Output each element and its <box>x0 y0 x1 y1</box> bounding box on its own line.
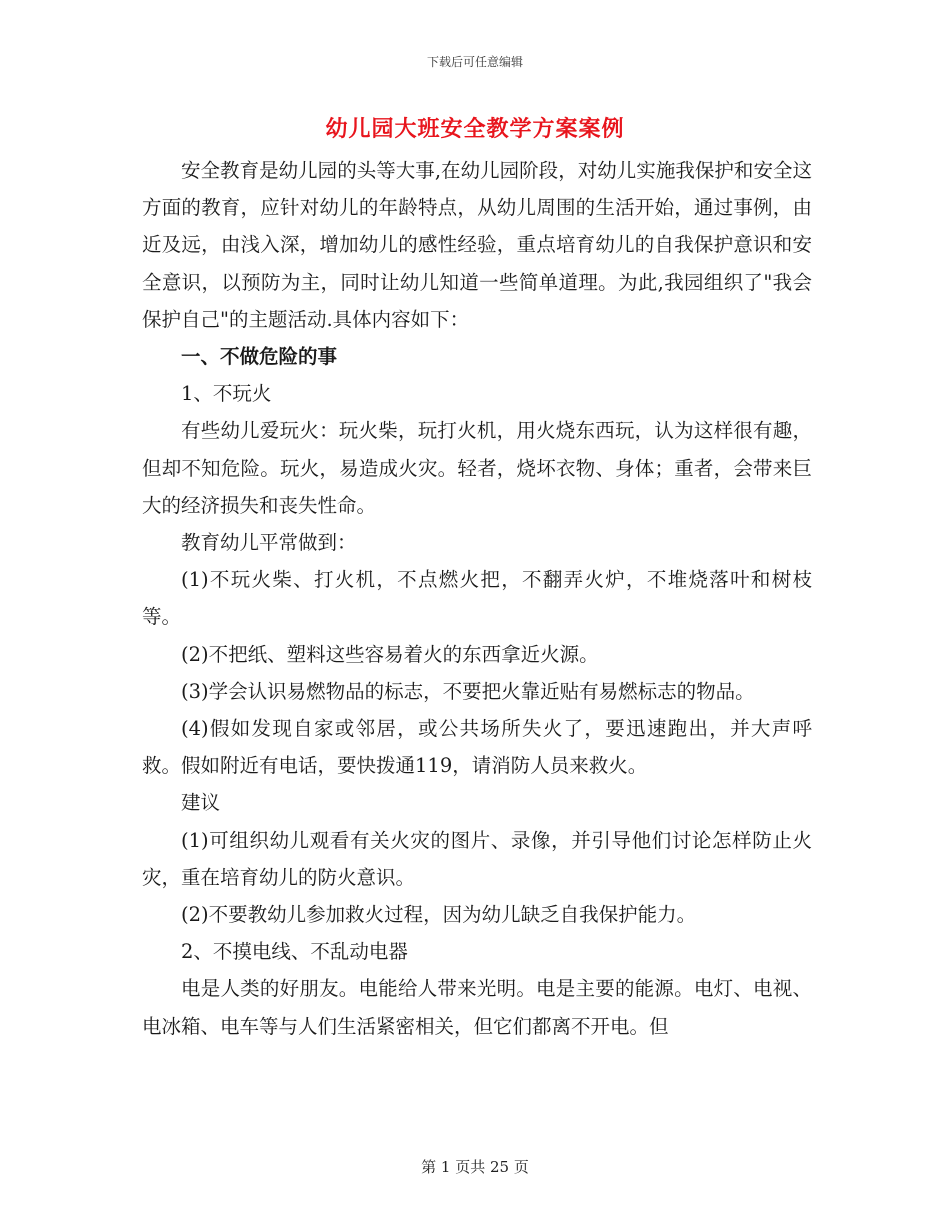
document-title: 幼儿园大班安全教学方案案例 <box>325 116 625 142</box>
document-body <box>142 152 812 1045</box>
subsection-heading: 2、不摸电线、不乱动电器 <box>181 940 408 964</box>
subsection-heading: 1、不玩火 <box>181 382 272 406</box>
list-item: (3)学会认识易燃物品的标志，不要把火靠近贴有易燃标志的物品。 <box>181 679 755 703</box>
subsection-label: 建议 <box>181 791 221 815</box>
list-item: (2)不要教幼儿参加救火过程，因为幼儿缺乏自我保护能力。 <box>181 903 697 927</box>
page-header-note: 下载后可任意编辑 <box>426 55 523 69</box>
list-item: (4)假如发现自家或邻居，或公共场所失火了，要迅速跑出，并大声呼救。假如附近有电话，要快拨通119，请消防人员来救火。 <box>142 717 812 778</box>
list-item: (2)不把纸、塑料这些容易着火的东西拿近火源。 <box>181 642 599 666</box>
list-item: (1)不玩火柴、打火机，不点燃火把，不翻弄火炉，不堆烧落叶和树枝等。 <box>142 568 812 629</box>
paragraph: 安全教育是幼儿园的头等大事,在幼儿园阶段，对幼儿实施我保护和安全这方面的教育，应针对幼儿的年龄特点，从幼儿周围的生活开始，通过事例，由近及远，由浅入深，增加幼儿的感性经验，重点培育幼儿的自我保护意识和安全意识，以预防为主，同时让幼儿知道一些简单道理。为此,我园组织了"我会保护自己"的主题活动.具体内容如下： <box>142 159 812 331</box>
list-item: (1)可组织幼儿观看有关火灾的图片、录像，并引导他们讨论怎样防止火灾，重在培育幼儿的防火意识。 <box>142 828 812 889</box>
paragraph: 有些幼儿爱玩火：玩火柴，玩打火机，用火烧东西玩，认为这样很有趣，但却不知危险。玩火，易造成火灾。轻者，烧坏衣物、身体；重者，会带来巨大的经济损失和丧失性命。 <box>142 419 812 517</box>
page-footer: 第 1 页共 25 页 <box>421 1158 529 1176</box>
section-heading: 一、不做危险的事 <box>181 345 338 369</box>
paragraph: 教育幼儿平常做到： <box>181 531 357 555</box>
paragraph: 电是人类的好朋友。电能给人带来光明。电是主要的能源。电灯、电视、电冰箱、电车等与人们生活紧密相关，但它们都离不开电。但 <box>142 977 812 1038</box>
